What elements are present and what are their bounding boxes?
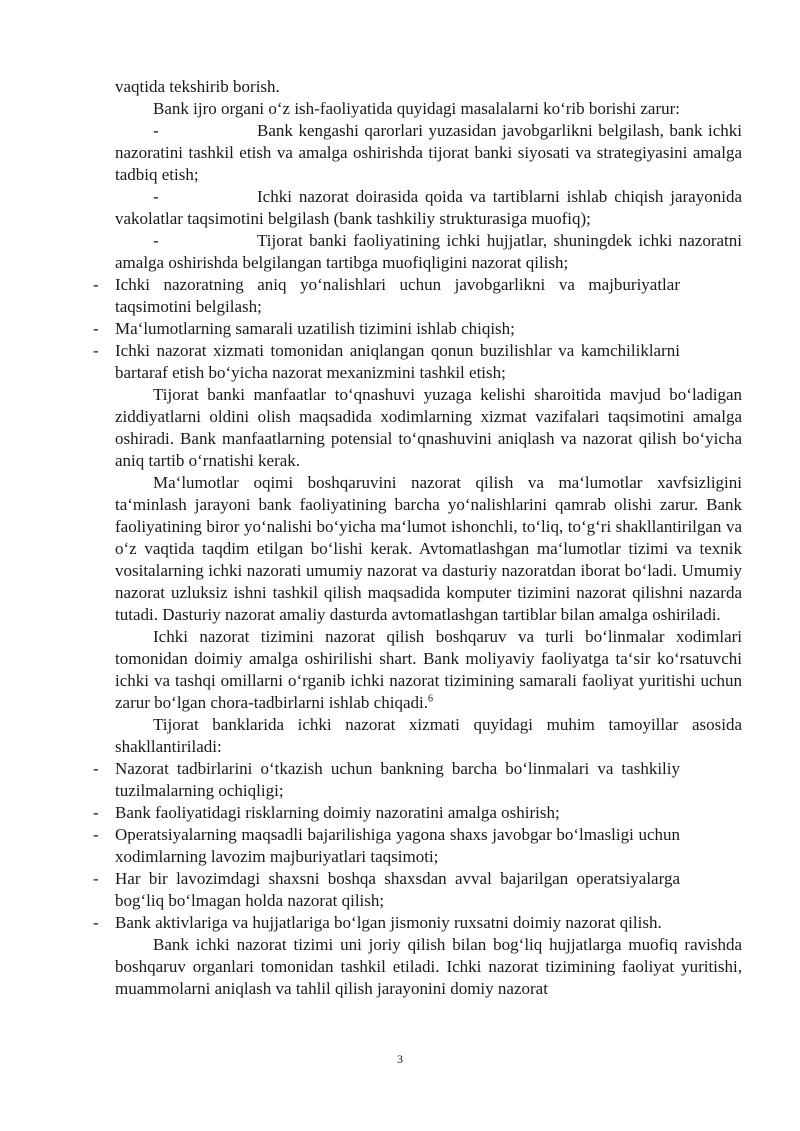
list-item-text: Operatsiyalarning maqsadli bajarilishiga yagona shaxs javobgar bo‘lmasligi uchun xodimlarning lavozim majburiyatlari taqsimoti;: [115, 825, 680, 866]
dash-marker: -: [153, 231, 159, 250]
list-item: [93, 274, 680, 318]
paragraph-organization: Bank ichki nazorat tizimi uni joriy qilish bilan bog‘liq hujjatlarga muofiq ravishda boshqaruv organlari tomonidan tashkil etiladi. Ichki nazorat tizimining faoliyat yuritishi, muammolarni aniqlash va tahlil qilish jarayonini domiy nazorat: [115, 935, 742, 998]
paragraph-control-system: [115, 626, 742, 714]
dash-marker: -: [153, 121, 159, 140]
bullet-dash: -: [93, 869, 99, 888]
dash-item: [115, 120, 742, 186]
bullet-dash: -: [93, 319, 99, 338]
paragraph-principles-intro: Tijorat banklarida ichki nazorat xizmati quyidagi muhim tamoyillar asosida shakllantiriladi:: [115, 715, 742, 756]
paragraph-conflict-of-interest: Tijorat banki manfaatlar to‘qnashuvi yuzaga kelishi sharoitida mavjud bo‘ladigan ziddiyatlarni oldini olish maqsadida xodimlarning xizmat vazifalari taqsimotini amalga oshiradi. Bank manfaatlarning potensial to‘qnashuvini aniqlash va nazorat qilish bo‘yicha aniq tartib o‘rnatishi kerak.: [115, 385, 742, 470]
list-item-text: Har bir lavozimdagi shaxsni boshqa shaxsdan avval bajarilgan operatsiyalarga bog‘liq bo‘lmagan holda nazorat qilish;: [115, 869, 680, 910]
list-item: [93, 758, 680, 802]
list-item: [93, 802, 680, 824]
bullet-dash: -: [93, 913, 99, 932]
dash-item: [115, 230, 742, 274]
bullet-dash: -: [93, 803, 99, 822]
list-item-text: Bank aktivlariga va hujjatlariga bo‘lgan jismoniy ruxsatni doimiy nazorat qilish.: [115, 913, 662, 932]
list-item-text: Ma‘lumotlarning samarali uzatilish tizimini ishlab chiqish;: [115, 319, 515, 338]
list-item-text: Ichki nazorat xizmati tomonidan aniqlangan qonun buzilishlar va kamchiliklarni bartaraf etish bo‘yicha nazorat mexanizmini tashkil etish;: [115, 341, 680, 382]
dash-item-text: Tijorat banki faoliyatining ichki hujjatlar, shuningdek ichki nazoratni amalga oshirishda belgilangan tartibga muofiqligini nazorat qilish;: [115, 231, 742, 272]
bullet-dash: -: [93, 275, 99, 294]
footnote-reference: 6: [427, 693, 433, 705]
list-item-text: Nazorat tadbirlarini o‘tkazish uchun bankning barcha bo‘linmalari va tashkiliy tuzilmalarning ochiqligi;: [115, 759, 680, 800]
paragraph-continuation: vaqtida tekshirib borish.: [115, 77, 280, 96]
bullet-dash: -: [93, 825, 99, 844]
list-item: [93, 912, 680, 934]
list-item: [93, 824, 680, 868]
dash-marker: -: [153, 187, 159, 206]
dash-item-text: Ichki nazorat doirasida qoida va tartiblarni ishlab chiqish jarayonida vakolatlar taqsimotini belgilash (bank tashkiliy strukturasiga muofiq);: [115, 187, 742, 228]
list-item: [93, 340, 680, 384]
dash-item-text: Bank kengashi qarorlari yuzasidan javobgarlikni belgilash, bank ichki nazoratini tashkil etish va amalga oshirishda tijorat banki siyosati va strategiyasini amalga tadbiq etish;: [115, 121, 742, 184]
paragraph-text: Ichki nazorat tizimini nazorat qilish boshqaruv va turli bo‘linmalar xodimlari tomonidan doimiy amalga oshirilishi shart. Bank moliyaviy faoliyatga ta‘sir ko‘rsatuvchi ichki va tashqi omillarni o‘rganib ichki nazorat tizimining samarali faoliyat yuritishi uchun zarur bo‘lgan chora-tadbirlarni ishlab chiqadi.: [115, 627, 742, 712]
paragraph-information-flow: Ma‘lumotlar oqimi boshqaruvini nazorat qilish va ma‘lumotlar xavfsizligini ta‘minlash jarayoni bank faoliyatining barcha yo‘nalishlarini qamrab olishi zarur. Bank faoliyatining biror yo‘nalishi bo‘yicha ma‘lumot ishonchli, to‘liq, to‘g‘ri shakllantirilgan va o‘z vaqtida taqdim etilgan bo‘lishi kerak. Avtomatlashgan ma‘lumotlar tizimi va texnik vositalarning ichki nazorati umumiy nazorat va dasturiy nazoratdan iborat bo‘ladi. Umumiy nazorat uzluksiz ishni tashkil qilish maqsadida komputer tizimini nazorat qilishni nazarda tutadi. Dasturiy nazorat amaliy dasturda avtomatlashgan tartiblar bilan amalga oshiriladi.: [115, 473, 742, 624]
bullet-dash: -: [93, 759, 99, 778]
list-item: [93, 868, 680, 912]
list-item: [93, 318, 680, 340]
paragraph-intro: Bank ijro organi o‘z ish-faoliyatida quyidagi masalalarni ko‘rib borishi zarur:: [153, 99, 681, 118]
dash-item: [115, 186, 742, 230]
page-number: 3: [397, 1052, 403, 1066]
bullet-dash: -: [93, 341, 99, 360]
list-item-text: Bank faoliyatidagi risklarning doimiy nazoratini amalga oshirish;: [115, 803, 560, 822]
page-body: [93, 76, 742, 1000]
list-item-text: Ichki nazoratning aniq yo‘nalishlari uchun javobgarlikni va majburiyatlar taqsimotini belgilash;: [115, 275, 680, 316]
